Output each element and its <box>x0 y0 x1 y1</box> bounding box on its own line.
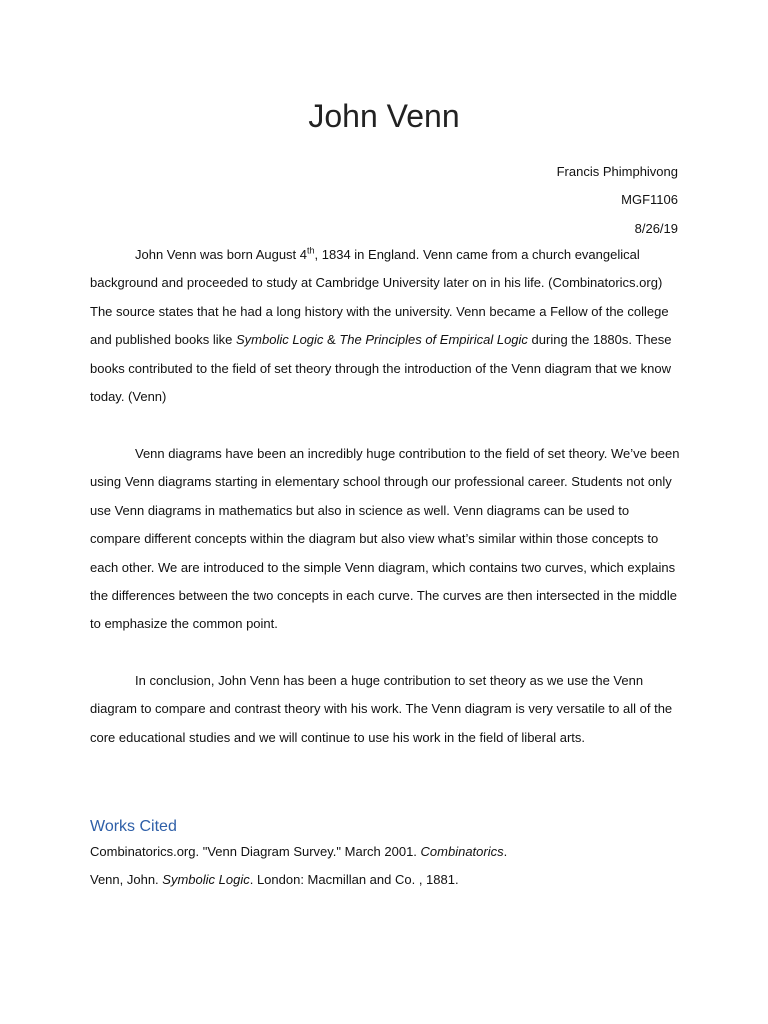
citation-1-prefix: Combinatorics.org. "Venn Diagram Survey." March 2001. <box>90 844 421 859</box>
citation-2-italic: Symbolic Logic <box>162 872 250 888</box>
citation-2 <box>90 866 690 894</box>
author-name: Francis Phimphivong <box>556 164 678 179</box>
book-title-principles: The Principles of Empirical Logic <box>339 332 528 348</box>
citation-1-suffix: . <box>503 844 508 859</box>
course-code: MGF1106 <box>621 192 678 208</box>
book-title-symbolic-logic: Symbolic Logic <box>236 332 324 348</box>
ordinal-suffix: th <box>307 245 315 256</box>
citation-2-prefix: Venn, John. <box>90 872 163 888</box>
document-date: 8/26/19 <box>634 220 678 236</box>
citation-list <box>90 838 690 895</box>
paragraph-2-text: Venn diagrams have been an incredibly huge contribution to the field of set theory. We’ve been using Venn diagrams starting in elementary school through our professional career. Students not only use Venn diagrams in mathematics but also in science as well. Venn diagrams can be used to compare different concepts within the diagram but also view what’s similar within those concepts to each other. We are introduced to the simple Venn diagram, which contains two curves, which explains the differences between the two concepts in each curve. The curves are then intersected in the middle to emphasize the common point. <box>90 446 680 632</box>
paragraph-1 <box>90 241 680 411</box>
ampersand: & <box>323 332 340 348</box>
citation-1 <box>90 838 690 866</box>
paragraph-2 <box>90 440 680 639</box>
paragraph-3-text: In conclusion, John Venn has been a huge contribution to set theory as we use the Venn diagram to compare and contrast theory with his work. The Venn diagram is very versatile to all of the core educational studies and we will continue to use his work in the field of liberal arts. <box>90 673 673 745</box>
citation-1-italic: Combinatorics <box>420 844 504 859</box>
paragraph-3 <box>90 667 680 752</box>
author-header <box>557 158 678 243</box>
paragraph-1-part-1: John Venn was born August 4 <box>135 247 308 262</box>
document-title: John Venn <box>308 98 460 134</box>
paragraph-1-part-3: during the 1880s. These books contributed to the field of set theory through the introduction of the Venn diagram that we know today. (Venn) <box>90 332 672 405</box>
paragraph-1-part-2: , 1834 in England. Venn came from a church evangelical background and proceeded to study at Cambridge University later on in his life. (Combinatorics.org) The source states that he had a long history with the university. Venn became a Fellow of the college and published books like <box>90 247 669 348</box>
works-cited-heading: Works Cited <box>90 818 177 835</box>
citation-2-suffix: . London: Macmillan and Co. , 1881. <box>249 872 459 888</box>
